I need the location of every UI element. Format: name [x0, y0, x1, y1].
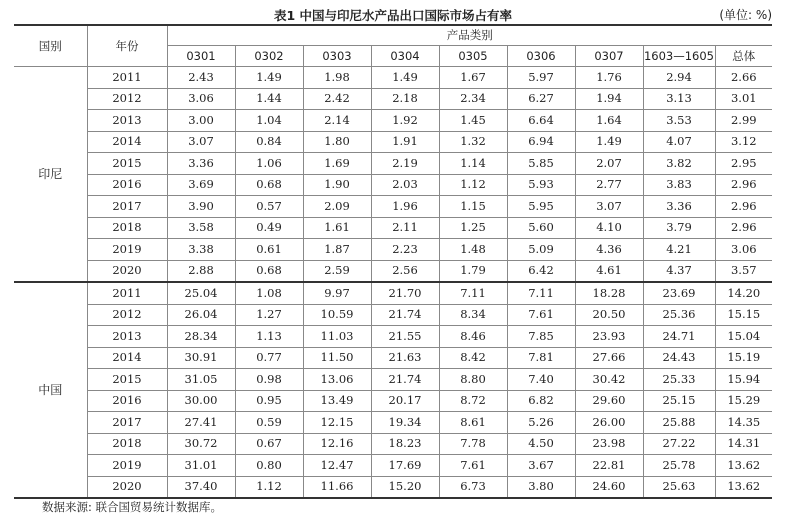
value-cell: 0.84 — [235, 131, 303, 153]
value-cell: 7.85 — [507, 326, 575, 348]
group-indonesia — [14, 67, 772, 283]
value-cell: 30.42 — [575, 369, 643, 391]
value-cell: 1.32 — [439, 131, 507, 153]
table-source-note: 数据来源: 联合国贸易统计数据库。 — [42, 500, 223, 514]
table-title-row — [0, 6, 786, 22]
value-cell: 2.07 — [575, 153, 643, 175]
year-cell: 2015 — [87, 369, 167, 391]
country-cell: 印尼 — [14, 67, 87, 283]
value-cell: 1.49 — [575, 131, 643, 153]
year-cell: 2018 — [87, 433, 167, 455]
country-cell: 中国 — [14, 282, 87, 498]
value-cell: 6.64 — [507, 110, 575, 132]
value-cell: 3.07 — [167, 131, 235, 153]
value-cell: 3.36 — [167, 153, 235, 175]
table-row — [14, 260, 772, 282]
value-cell: 9.97 — [303, 282, 371, 304]
value-cell: 1.64 — [575, 110, 643, 132]
year-cell: 2011 — [87, 282, 167, 304]
value-cell: 20.17 — [371, 390, 439, 412]
year-cell: 2020 — [87, 260, 167, 282]
value-cell: 8.72 — [439, 390, 507, 412]
value-cell: 2.66 — [715, 67, 772, 89]
value-cell: 3.58 — [167, 217, 235, 239]
value-cell: 23.93 — [575, 326, 643, 348]
value-cell: 2.88 — [167, 260, 235, 282]
value-cell: 24.43 — [643, 347, 715, 369]
table-row — [14, 110, 772, 132]
value-cell: 4.10 — [575, 217, 643, 239]
value-cell: 3.36 — [643, 196, 715, 218]
value-cell: 0.61 — [235, 239, 303, 261]
value-cell: 2.77 — [575, 174, 643, 196]
value-cell: 2.18 — [371, 88, 439, 110]
value-cell: 2.96 — [715, 196, 772, 218]
value-cell: 13.06 — [303, 369, 371, 391]
value-cell: 15.20 — [371, 476, 439, 498]
value-cell: 25.33 — [643, 369, 715, 391]
value-cell: 1.08 — [235, 282, 303, 304]
value-cell: 14.31 — [715, 433, 772, 455]
value-cell: 25.04 — [167, 282, 235, 304]
value-cell: 8.80 — [439, 369, 507, 391]
value-cell: 0.59 — [235, 412, 303, 434]
value-cell: 1.06 — [235, 153, 303, 175]
value-cell: 30.72 — [167, 433, 235, 455]
year-cell: 2017 — [87, 412, 167, 434]
value-cell: 7.78 — [439, 433, 507, 455]
value-cell: 4.07 — [643, 131, 715, 153]
value-cell: 1.61 — [303, 217, 371, 239]
value-cell: 24.71 — [643, 326, 715, 348]
value-cell: 5.97 — [507, 67, 575, 89]
value-cell: 5.60 — [507, 217, 575, 239]
value-cell: 15.29 — [715, 390, 772, 412]
value-cell: 1.12 — [235, 476, 303, 498]
value-cell: 7.11 — [439, 282, 507, 304]
value-cell: 4.50 — [507, 433, 575, 455]
value-cell: 27.22 — [643, 433, 715, 455]
value-cell: 4.36 — [575, 239, 643, 261]
value-cell: 3.67 — [507, 455, 575, 477]
table-row — [14, 347, 772, 369]
value-cell: 21.74 — [371, 369, 439, 391]
value-cell: 6.73 — [439, 476, 507, 498]
value-cell: 3.06 — [167, 88, 235, 110]
year-cell: 2019 — [87, 239, 167, 261]
value-cell: 17.69 — [371, 455, 439, 477]
value-cell: 1.98 — [303, 67, 371, 89]
table-row — [14, 88, 772, 110]
value-cell: 2.59 — [303, 260, 371, 282]
column-header: 0306 — [507, 46, 575, 67]
value-cell: 5.85 — [507, 153, 575, 175]
value-cell: 2.11 — [371, 217, 439, 239]
value-cell: 0.57 — [235, 196, 303, 218]
value-cell: 1.76 — [575, 67, 643, 89]
value-cell: 1.91 — [371, 131, 439, 153]
value-cell: 18.23 — [371, 433, 439, 455]
group-china — [14, 282, 772, 498]
table-row — [14, 153, 772, 175]
table-unit: (单位: %) — [719, 8, 772, 22]
value-cell: 1.79 — [439, 260, 507, 282]
value-cell: 3.83 — [643, 174, 715, 196]
value-cell: 1.69 — [303, 153, 371, 175]
value-cell: 2.56 — [371, 260, 439, 282]
column-header: 1603—1605 — [643, 46, 715, 67]
value-cell: 13.62 — [715, 476, 772, 498]
value-cell: 1.12 — [439, 174, 507, 196]
value-cell: 12.16 — [303, 433, 371, 455]
table-row — [14, 476, 772, 498]
table-row — [14, 131, 772, 153]
value-cell: 22.81 — [575, 455, 643, 477]
value-cell: 10.59 — [303, 304, 371, 326]
value-cell: 5.95 — [507, 196, 575, 218]
value-cell: 3.01 — [715, 88, 772, 110]
value-cell: 1.15 — [439, 196, 507, 218]
value-cell: 1.96 — [371, 196, 439, 218]
value-cell: 1.67 — [439, 67, 507, 89]
year-cell: 2011 — [87, 67, 167, 89]
value-cell: 0.67 — [235, 433, 303, 455]
value-cell: 1.14 — [439, 153, 507, 175]
value-cell: 14.35 — [715, 412, 772, 434]
value-cell: 3.79 — [643, 217, 715, 239]
value-cell: 1.49 — [371, 67, 439, 89]
value-cell: 2.96 — [715, 174, 772, 196]
value-cell: 0.95 — [235, 390, 303, 412]
year-cell: 2017 — [87, 196, 167, 218]
value-cell: 2.09 — [303, 196, 371, 218]
value-cell: 7.40 — [507, 369, 575, 391]
table-row — [14, 282, 772, 304]
value-cell: 0.49 — [235, 217, 303, 239]
value-cell: 25.15 — [643, 390, 715, 412]
value-cell: 1.25 — [439, 217, 507, 239]
year-cell: 2020 — [87, 476, 167, 498]
header-country: 国别 — [14, 25, 87, 67]
value-cell: 2.99 — [715, 110, 772, 132]
table-row — [14, 174, 772, 196]
value-cell: 30.00 — [167, 390, 235, 412]
value-cell: 2.96 — [715, 217, 772, 239]
value-cell: 31.05 — [167, 369, 235, 391]
value-cell: 2.23 — [371, 239, 439, 261]
value-cell: 6.94 — [507, 131, 575, 153]
value-cell: 1.90 — [303, 174, 371, 196]
value-cell: 1.04 — [235, 110, 303, 132]
year-cell: 2018 — [87, 217, 167, 239]
table-title: 表1 中国与印尼水产品出口国际市场占有率 — [273, 8, 513, 23]
value-cell: 2.95 — [715, 153, 772, 175]
value-cell: 3.06 — [715, 239, 772, 261]
value-cell: 3.13 — [643, 88, 715, 110]
value-cell: 21.55 — [371, 326, 439, 348]
value-cell: 31.01 — [167, 455, 235, 477]
header-year: 年份 — [87, 25, 167, 67]
value-cell: 4.37 — [643, 260, 715, 282]
value-cell: 15.04 — [715, 326, 772, 348]
value-cell: 0.98 — [235, 369, 303, 391]
table-row — [14, 412, 772, 434]
value-cell: 25.63 — [643, 476, 715, 498]
value-cell: 2.34 — [439, 88, 507, 110]
value-cell: 6.82 — [507, 390, 575, 412]
year-cell: 2014 — [87, 131, 167, 153]
value-cell: 15.15 — [715, 304, 772, 326]
value-cell: 4.61 — [575, 260, 643, 282]
value-cell: 1.48 — [439, 239, 507, 261]
value-cell: 14.20 — [715, 282, 772, 304]
value-cell: 8.61 — [439, 412, 507, 434]
column-header: 总体 — [715, 46, 772, 67]
column-header: 0302 — [235, 46, 303, 67]
value-cell: 2.43 — [167, 67, 235, 89]
value-cell: 8.42 — [439, 347, 507, 369]
value-cell: 5.26 — [507, 412, 575, 434]
table-row — [14, 390, 772, 412]
header-row-top — [14, 25, 772, 46]
value-cell: 15.19 — [715, 347, 772, 369]
value-cell: 1.27 — [235, 304, 303, 326]
value-cell: 18.28 — [575, 282, 643, 304]
value-cell: 7.11 — [507, 282, 575, 304]
value-cell: 11.50 — [303, 347, 371, 369]
column-header: 0303 — [303, 46, 371, 67]
table-row — [14, 304, 772, 326]
value-cell: 25.88 — [643, 412, 715, 434]
year-cell: 2013 — [87, 326, 167, 348]
value-cell: 27.66 — [575, 347, 643, 369]
value-cell: 1.45 — [439, 110, 507, 132]
value-cell: 6.27 — [507, 88, 575, 110]
value-cell: 13.62 — [715, 455, 772, 477]
value-cell: 5.09 — [507, 239, 575, 261]
table-row — [14, 369, 772, 391]
value-cell: 1.94 — [575, 88, 643, 110]
year-cell: 2012 — [87, 88, 167, 110]
value-cell: 1.49 — [235, 67, 303, 89]
value-cell: 2.19 — [371, 153, 439, 175]
table-row — [14, 455, 772, 477]
year-cell: 2016 — [87, 390, 167, 412]
column-header: 0301 — [167, 46, 235, 67]
column-header: 0304 — [371, 46, 439, 67]
value-cell: 26.00 — [575, 412, 643, 434]
value-cell: 12.47 — [303, 455, 371, 477]
value-cell: 7.81 — [507, 347, 575, 369]
value-cell: 3.90 — [167, 196, 235, 218]
table-row — [14, 67, 772, 89]
value-cell: 1.92 — [371, 110, 439, 132]
value-cell: 2.14 — [303, 110, 371, 132]
value-cell: 0.68 — [235, 260, 303, 282]
year-cell: 2016 — [87, 174, 167, 196]
value-cell: 2.03 — [371, 174, 439, 196]
value-cell: 3.53 — [643, 110, 715, 132]
value-cell: 21.63 — [371, 347, 439, 369]
value-cell: 1.13 — [235, 326, 303, 348]
value-cell: 19.34 — [371, 412, 439, 434]
value-cell: 8.46 — [439, 326, 507, 348]
value-cell: 11.66 — [303, 476, 371, 498]
year-cell: 2013 — [87, 110, 167, 132]
value-cell: 3.07 — [575, 196, 643, 218]
value-cell: 1.80 — [303, 131, 371, 153]
year-cell: 2019 — [87, 455, 167, 477]
value-cell: 3.80 — [507, 476, 575, 498]
value-cell: 8.34 — [439, 304, 507, 326]
value-cell: 1.87 — [303, 239, 371, 261]
value-cell: 26.04 — [167, 304, 235, 326]
table-row — [14, 217, 772, 239]
value-cell: 28.34 — [167, 326, 235, 348]
value-cell: 0.77 — [235, 347, 303, 369]
value-cell: 5.93 — [507, 174, 575, 196]
value-cell: 25.36 — [643, 304, 715, 326]
table-row — [14, 433, 772, 455]
table-row — [14, 196, 772, 218]
value-cell: 23.69 — [643, 282, 715, 304]
value-cell: 4.21 — [643, 239, 715, 261]
value-cell: 2.94 — [643, 67, 715, 89]
value-cell: 21.70 — [371, 282, 439, 304]
table-row — [14, 239, 772, 261]
value-cell: 3.00 — [167, 110, 235, 132]
value-cell: 2.42 — [303, 88, 371, 110]
market-share-table — [14, 24, 772, 499]
value-cell: 15.94 — [715, 369, 772, 391]
column-header: 0305 — [439, 46, 507, 67]
value-cell: 23.98 — [575, 433, 643, 455]
value-cell: 3.82 — [643, 153, 715, 175]
value-cell: 0.80 — [235, 455, 303, 477]
value-cell: 13.49 — [303, 390, 371, 412]
value-cell: 11.03 — [303, 326, 371, 348]
value-cell: 12.15 — [303, 412, 371, 434]
value-cell: 3.69 — [167, 174, 235, 196]
value-cell: 24.60 — [575, 476, 643, 498]
value-cell: 27.41 — [167, 412, 235, 434]
value-cell: 1.44 — [235, 88, 303, 110]
value-cell: 20.50 — [575, 304, 643, 326]
column-header: 0307 — [575, 46, 643, 67]
table-row — [14, 326, 772, 348]
value-cell: 3.38 — [167, 239, 235, 261]
value-cell: 21.74 — [371, 304, 439, 326]
year-cell: 2014 — [87, 347, 167, 369]
year-cell: 2015 — [87, 153, 167, 175]
value-cell: 3.12 — [715, 131, 772, 153]
value-cell: 37.40 — [167, 476, 235, 498]
value-cell: 25.78 — [643, 455, 715, 477]
value-cell: 0.68 — [235, 174, 303, 196]
header-category: 产品类别 — [167, 25, 772, 46]
value-cell: 29.60 — [575, 390, 643, 412]
value-cell: 6.42 — [507, 260, 575, 282]
value-cell: 7.61 — [439, 455, 507, 477]
value-cell: 3.57 — [715, 260, 772, 282]
year-cell: 2012 — [87, 304, 167, 326]
value-cell: 30.91 — [167, 347, 235, 369]
value-cell: 7.61 — [507, 304, 575, 326]
